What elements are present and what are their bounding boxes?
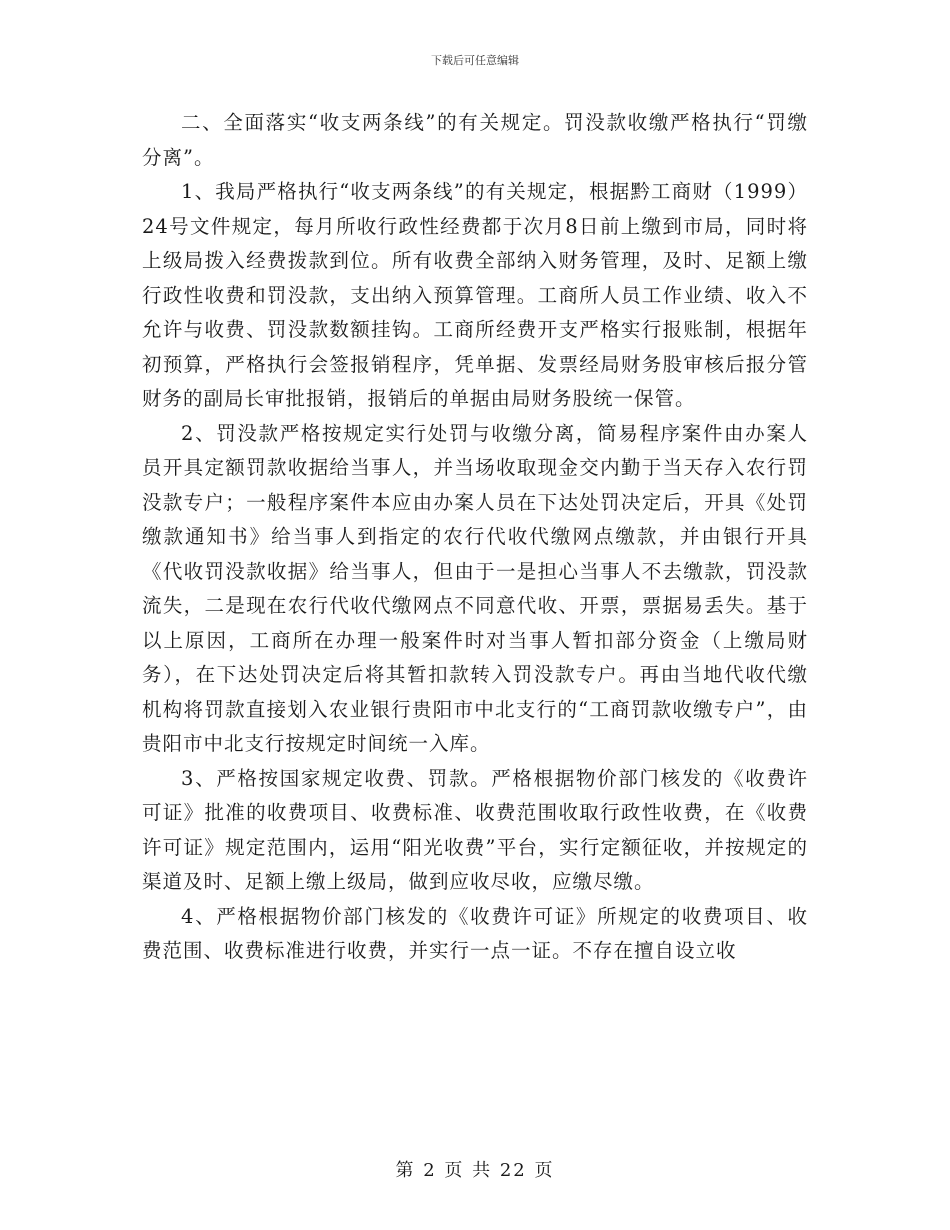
paragraph-item-3: 3、严格按国家规定收费、罚款。严格根据物价部门核发的《收费许可证》批准的收费项目、收费标准、收费范围收取行政性收费，在《收费许可证》规定范围内，运用“阳光收费”平台，实行定额征收，并按规定的渠道及时、足额上缴上级局，做到应收尽收，应缴尽缴。 xyxy=(142,766,808,893)
page-header: 下载后可任意编辑 xyxy=(431,54,519,67)
document-body xyxy=(142,106,808,969)
page-number-footer: 第 2 页 共 22 页 xyxy=(395,1160,555,1181)
paragraph-item-2: 2、罚没款严格按规定实行处罚与收缴分离，简易程序案件由办案人员开具定额罚款收据给当事人，并当场收取现金交内勤于当天存入农行罚没款专户；一般程序案件本应由办案人员在下达处罚决定后，开具《处罚缴款通知书》给当事人到指定的农行代收代缴网点缴款，并由银行开具《代收罚没款收据》给当事人，但由于一是担心当事人不去缴款，罚没款流失，二是现在农行代收代缴网点不同意代收、开票，票据易丢失。基于以上原因，工商所在办理一般案件时对当事人暂扣部分资金（上缴局财务），在下达处罚决定后将其暂扣款转入罚没款专户。再由当地代收代缴机构将罚款直接划入农业银行贵阳市中北支行的“工商罚款收缴专户”，由贵阳市中北支行按规定时间统一入库。 xyxy=(142,421,808,755)
paragraph-item-4: 4、严格根据物价部门核发的《收费许可证》所规定的收费项目、收费范围、收费标准进行收费，并实行一点一证。不存在擅自设立收 xyxy=(142,904,808,962)
paragraph-section-2-heading: 二、全面落实“收支两条线”的有关规定。罚没款收缴严格执行“罚缴分离”。 xyxy=(142,111,808,169)
paragraph-item-1: 1、我局严格执行“收支两条线”的有关规定，根据黔工商财（1999）24号文件规定，每月所收行政性经费都于次月8日前上缴到市局，同时将上级局拨入经费拨款到位。所有收费全部纳入财务管理，及时、足额上缴行政性收费和罚没款，支出纳入预算管理。工商所人员工作业绩、收入不允许与收费、罚没款数额挂钩。工商所经费开支严格实行报账制，根据年初预算，严格执行会签报销程序，凭单据、发票经局财务股审核后报分管财务的副局长审批报销，报销后的单据由局财务股统一保管。 xyxy=(142,180,808,410)
